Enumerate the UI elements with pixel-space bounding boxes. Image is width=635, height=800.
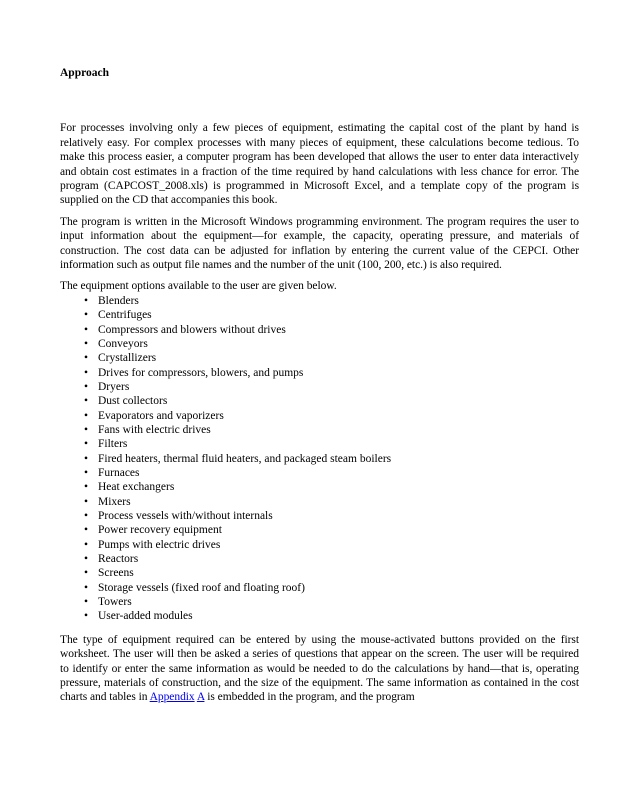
list-item: • Dust collectors — [84, 394, 579, 408]
paragraph-usage-text: The type of equipment required can be entered by using the mouse-activated buttons provided on the first worksheet. The user will then be asked a series of questions that appear on the screen. The user will be required to identify or enter the same information as would be needed to do the calculations by hand—that is, operating pressure, materials of construction, and the size of the equipment. The same information as contained in the cost charts and tables in — [60, 633, 579, 704]
heading-spacer — [60, 80, 579, 121]
list-item: • Heat exchangers — [84, 480, 579, 494]
appendix-a-link[interactable]: A — [196, 691, 205, 704]
list-item: • Process vessels with/without internals — [84, 509, 579, 523]
list-item: • Crystallizers — [84, 351, 579, 365]
list-item: • User-added modules — [84, 609, 579, 623]
list-item: • Blenders — [84, 294, 579, 308]
list-item: • Compressors and blowers without drives — [84, 323, 579, 337]
list-item: • Storage vessels (fixed roof and floating roof) — [84, 581, 579, 595]
list-item: • Conveyors — [84, 337, 579, 351]
list-item: • Reactors — [84, 552, 579, 566]
list-item: • Evaporators and vaporizers — [84, 409, 579, 423]
list-item: • Pumps with electric drives — [84, 538, 579, 552]
paragraph-usage — [60, 633, 579, 705]
document-body — [60, 66, 579, 705]
list-item: • Filters — [84, 437, 579, 451]
list-intro: The equipment options available to the user are given below. — [60, 280, 337, 293]
list-item: • Power recovery equipment — [84, 523, 579, 537]
equipment-options-list — [60, 294, 579, 624]
list-item: • Fired heaters, thermal fluid heaters, and packaged steam boilers — [84, 452, 579, 466]
list-item: • Screens — [84, 566, 579, 580]
list-item: • Mixers — [84, 495, 579, 509]
paragraph-intro: For processes involving only a few pieces of equipment, estimating the capital cost of the plant by hand is relatively easy. For complex processes with many pieces of equipment, these calculations become tedious. To make this process easier, a computer program has been developed that allows the user to enter data interactively and obtain cost estimates in a fraction of the time required by hand calculations with less chance for error. The program (CAPCOST_2008.xls) is programmed in Microsoft Excel, and a template copy of the program is supplied on the CD that accompanies this book. — [60, 122, 579, 207]
section-heading: Approach — [60, 67, 109, 79]
list-item: • Towers — [84, 595, 579, 609]
appendix-link[interactable]: Appendix — [149, 691, 195, 704]
list-item: • Drives for compressors, blowers, and pumps — [84, 366, 579, 380]
list-item: • Dryers — [84, 380, 579, 394]
list-item: • Centrifuges — [84, 308, 579, 322]
paragraph-usage-tail: is embedded in the program, and the program — [204, 691, 415, 704]
list-item: • Fans with electric drives — [84, 423, 579, 437]
list-item: • Furnaces — [84, 466, 579, 480]
paragraph-program: The program is written in the Microsoft Windows programming environment. The program requires the user to input information about the equipment—for example, the capacity, operating pressure, and materials of construction. The cost data can be adjusted for inflation by entering the current value of the CEPCI. Other information such as output file names and the number of the unit (100, 200, etc.) is also required. — [60, 215, 579, 272]
